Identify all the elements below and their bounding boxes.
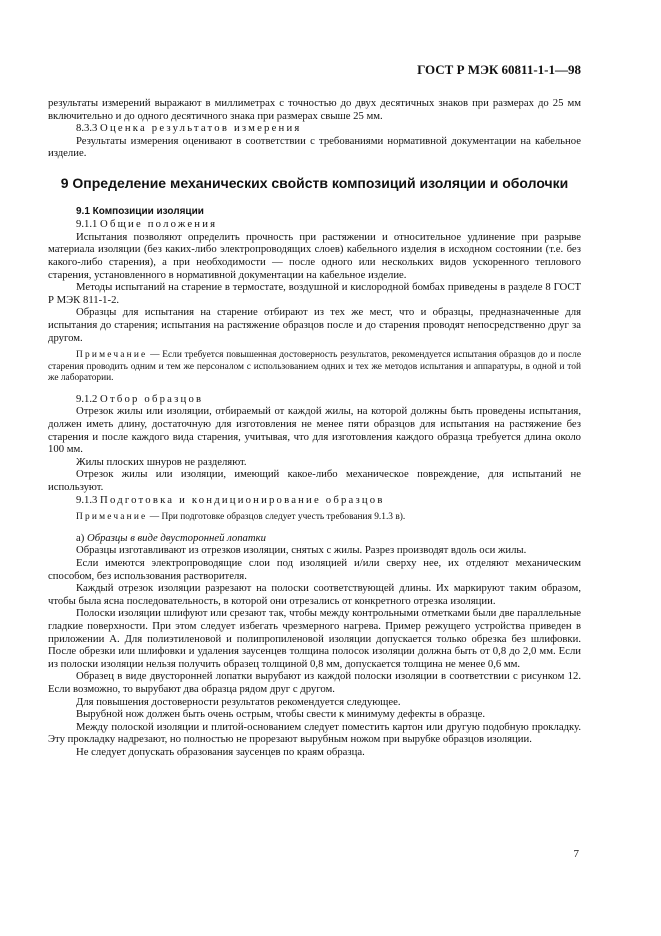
section-title: Оценка результатов измерения [100, 122, 302, 135]
paragraph: Испытания позволяют определить прочность при растяжении и относительное удлинение при разрыве материала изоляции (без каких-либо электропроводящих слоев) кабельного изделия в исходном состоянии (т.е. без какого-либо старения), а при необходимости — после одного или нескольких видов ускоренного теплового старения, установленного в нормативной документации на кабельное изделие. [48, 230, 581, 281]
item-label: а) [76, 531, 85, 544]
paragraph: Вырубной нож должен быть очень острым, чтобы свести к минимуму дефекты в образце. [76, 708, 485, 721]
note [48, 512, 581, 524]
note [48, 350, 581, 385]
paragraph: Отрезок жилы или изоляции, отбираемый от каждой жилы, на которой должны быть проведены испытания, должен иметь длину, достаточную для изготовления не менее пяти образцов для испытания на растяжение без старения и после каждого вида старения, учитывая, что для изготовления каждого образца требуется длина около 100 мм. [48, 405, 581, 456]
section-title: Общие положения [100, 218, 218, 231]
section-heading: 9 Определение механических свойств композиций изоляции и оболочки [60, 174, 569, 191]
paragraph: Образцы изготавливают из отрезков изоляции, снятых с жилы. Разрез производят вдоль оси жилы. [76, 544, 527, 557]
paragraph: Результаты измерения оценивают в соответствии с требованиями нормативной документации на кабельное изделие. [48, 134, 581, 160]
note-text: — При подготовке образцов следует учесть требования 9.1.3 в). [149, 512, 406, 523]
page-header: ГОСТ Р МЭК 60811-1-1—98 [417, 62, 581, 77]
paragraph: Не следует допускать образования заусенцев по краям образца. [76, 745, 365, 758]
paragraph: Полоски изоляции шлифуют или срезают так, чтобы между контрольными отметками были две параллельные гладкие поверхности. При этом следует избегать чрезмерного нагрева. Пример режущего устройства приведен в приложении А. Для полиэтиленовой и полипропиленовой изоляции допускается только обрезка без шлифовки. После обрезки или шлифовки и удаления заусенцев толщина полосок изоляции должна быть от 0,8 до 2,0 мм. Если из полоски изоляции нельзя получить образец толщиной 0,8 мм, допускается толщина не менее 0,6 мм. [48, 607, 581, 670]
section-title: Отбор образцов [100, 392, 204, 405]
paragraph: Для повышения достоверности результатов рекомендуется следующее. [76, 695, 401, 708]
paragraph: Каждый отрезок изоляции разрезают на полоски соответствующей длины. Их маркируют таким образом, чтобы была ясна последовательность, в которой они отрезались от конкретного отрезка изоляции. [48, 582, 581, 607]
paragraph: Между полоской изоляции и плитой-основанием следует поместить картон или другую подобную прокладку. Эту прокладку надрезают, но полностью не прорезают вырубным ножом при вырубке образцов изоляции. [48, 720, 581, 746]
subsection-heading [48, 122, 581, 135]
paragraph: результаты измерений выражают в миллиметрах с точностью до двух десятичных знаков при размерах до 25 мм включительно и до одного десятичного знака при размерах свыше 25 мм. [48, 97, 581, 122]
document-body [48, 97, 581, 759]
section-title: Подготовка и кондиционирование образцов [100, 493, 385, 506]
section-number: 8.3.3 [76, 122, 98, 135]
note-label: Примечание [76, 512, 148, 523]
section-number: 9.1.3 [76, 493, 98, 506]
paragraph: Жилы плоских шнуров не разделяют. [76, 455, 247, 468]
subsection-heading [48, 494, 581, 507]
section-number: 9.1.1 [76, 218, 98, 231]
page-number: 7 [573, 848, 579, 860]
note-text: — Если требуется повышенная достоверность результатов, рекомендуется испытания образцов до и после старения проводить одним и тем же персоналом с использованием одних и тех же методов испытания и аппаратуры, в одной и той же лаборатории. [48, 350, 582, 384]
note-label: Примечание [76, 350, 148, 361]
paragraph: Образцы для испытания на старение отбирают из тех же мест, что и образцы, предназначенные для испытания до старения; испытания на растяжение образцов после и до старения проводят непосредственно друг за другом. [48, 306, 581, 344]
item-title: Образцы в виде двусторонней лопатки [86, 531, 266, 544]
subsection-heading [48, 393, 581, 406]
item-heading [48, 532, 581, 545]
paragraph: Если имеются электропроводящие слои под изоляцией и/или сверху нее, их отделяют механическим способом, без использования растворителя. [48, 557, 581, 582]
section-number: 9.1.2 [76, 392, 98, 405]
paragraph: Методы испытаний на старение в термостате, воздушной и кислородной бомбах приведены в разделе 8 ГОСТ Р МЭК 811-1-2. [48, 281, 581, 306]
subsection-heading: 9.1 Композиции изоляции [76, 205, 204, 217]
paragraph: Отрезок жилы или изоляции, имеющий какое-либо механическое повреждение, для испытаний не используют. [48, 468, 581, 494]
subsection-heading [48, 218, 581, 231]
paragraph: Образец в виде двусторонней лопатки вырубают из каждой полоски изоляции в соответствии с рисунком 12. Если возможно, то вырубают два образца рядом друг с другом. [48, 670, 581, 695]
